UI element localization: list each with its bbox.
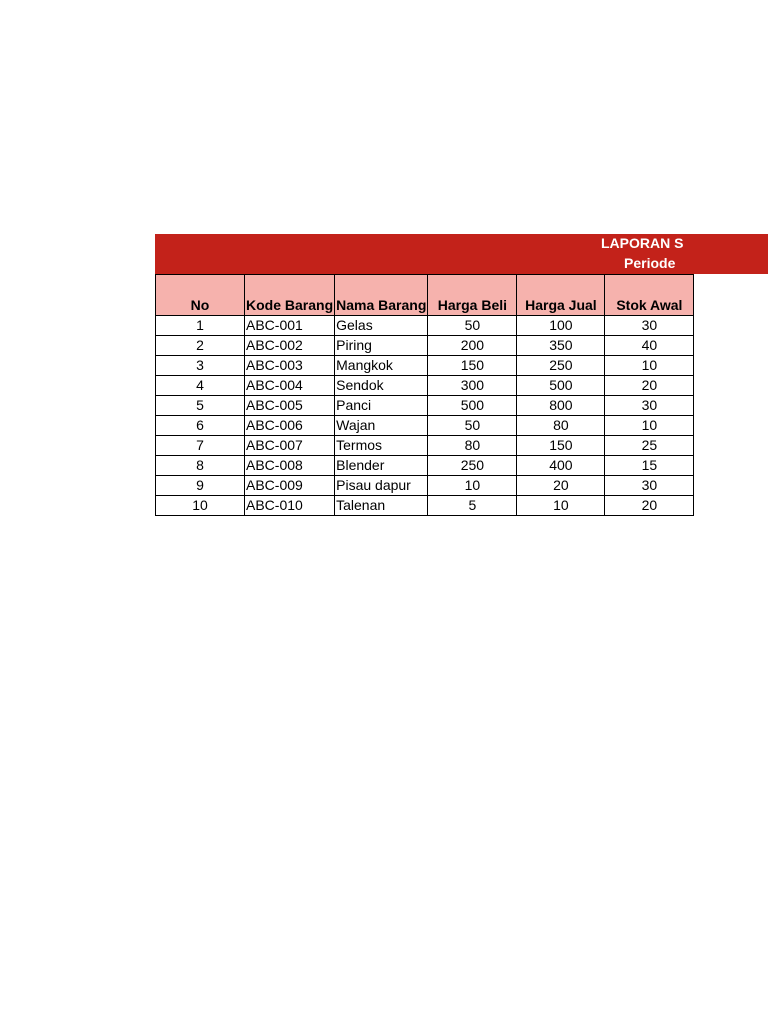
cell-stok-awal[interactable]: 20 [605,376,694,396]
table-row [156,396,694,416]
cell-nama-barang[interactable]: Gelas [335,316,428,336]
cell-stok-awal[interactable]: 30 [605,396,694,416]
inventory-table [155,274,694,516]
cell-nama-barang[interactable]: Pisau dapur [335,476,428,496]
cell-harga-beli[interactable]: 80 [428,436,517,456]
cell-no[interactable]: 3 [156,356,245,376]
cell-no[interactable]: 10 [156,496,245,516]
cell-nama-barang[interactable]: Panci [335,396,428,416]
header-stok-awal[interactable]: Stok Awal [605,275,694,316]
cell-harga-jual[interactable]: 400 [517,456,605,476]
cell-no[interactable]: 7 [156,436,245,456]
cell-no[interactable]: 9 [156,476,245,496]
table-row [156,456,694,476]
cell-harga-jual[interactable]: 100 [517,316,605,336]
cell-harga-jual[interactable]: 350 [517,336,605,356]
cell-harga-beli[interactable]: 50 [428,416,517,436]
cell-harga-beli[interactable]: 50 [428,316,517,336]
cell-kode-barang[interactable]: ABC-003 [245,356,335,376]
cell-harga-beli[interactable]: 250 [428,456,517,476]
cell-harga-jual[interactable]: 800 [517,396,605,416]
cell-no[interactable]: 4 [156,376,245,396]
header-kode-barang[interactable]: Kode Barang [245,275,335,316]
cell-stok-awal[interactable]: 30 [605,476,694,496]
report-banner [155,234,768,274]
cell-kode-barang[interactable]: ABC-008 [245,456,335,476]
cell-stok-awal[interactable]: 30 [605,316,694,336]
cell-kode-barang[interactable]: ABC-010 [245,496,335,516]
cell-kode-barang[interactable]: ABC-002 [245,336,335,356]
table-row [156,316,694,336]
table-row [156,496,694,516]
report-period: Periode [624,255,676,271]
cell-kode-barang[interactable]: ABC-007 [245,436,335,456]
header-nama-barang[interactable]: Nama Barang [335,275,428,316]
table-row [156,476,694,496]
cell-nama-barang[interactable]: Mangkok [335,356,428,376]
table-row [156,416,694,436]
header-harga-jual[interactable]: Harga Jual [517,275,605,316]
cell-harga-beli[interactable]: 5 [428,496,517,516]
table-row [156,376,694,396]
cell-no[interactable]: 6 [156,416,245,436]
cell-harga-beli[interactable]: 500 [428,396,517,416]
cell-no[interactable]: 1 [156,316,245,336]
header-harga-beli[interactable]: Harga Beli [428,275,517,316]
table-row [156,336,694,356]
cell-harga-jual[interactable]: 500 [517,376,605,396]
cell-harga-beli[interactable]: 200 [428,336,517,356]
cell-kode-barang[interactable]: ABC-005 [245,396,335,416]
cell-nama-barang[interactable]: Sendok [335,376,428,396]
cell-no[interactable]: 8 [156,456,245,476]
table-row [156,436,694,456]
cell-harga-jual[interactable]: 80 [517,416,605,436]
cell-harga-beli[interactable]: 150 [428,356,517,376]
cell-nama-barang[interactable]: Talenan [335,496,428,516]
table-header-row [156,275,694,316]
cell-stok-awal[interactable]: 20 [605,496,694,516]
cell-harga-jual[interactable]: 250 [517,356,605,376]
cell-kode-barang[interactable]: ABC-009 [245,476,335,496]
cell-harga-jual[interactable]: 150 [517,436,605,456]
cell-harga-beli[interactable]: 300 [428,376,517,396]
cell-no[interactable]: 5 [156,396,245,416]
cell-stok-awal[interactable]: 40 [605,336,694,356]
cell-stok-awal[interactable]: 15 [605,456,694,476]
cell-harga-jual[interactable]: 20 [517,476,605,496]
table-row [156,356,694,376]
cell-harga-beli[interactable]: 10 [428,476,517,496]
cell-kode-barang[interactable]: ABC-006 [245,416,335,436]
cell-nama-barang[interactable]: Piring [335,336,428,356]
cell-stok-awal[interactable]: 10 [605,356,694,376]
cell-kode-barang[interactable]: ABC-001 [245,316,335,336]
cell-no[interactable]: 2 [156,336,245,356]
report-title: LAPORAN S [601,235,684,251]
cell-stok-awal[interactable]: 10 [605,416,694,436]
header-no[interactable]: No [156,275,245,316]
cell-nama-barang[interactable]: Wajan [335,416,428,436]
cell-harga-jual[interactable]: 10 [517,496,605,516]
cell-stok-awal[interactable]: 25 [605,436,694,456]
cell-nama-barang[interactable]: Blender [335,456,428,476]
cell-nama-barang[interactable]: Termos [335,436,428,456]
cell-kode-barang[interactable]: ABC-004 [245,376,335,396]
